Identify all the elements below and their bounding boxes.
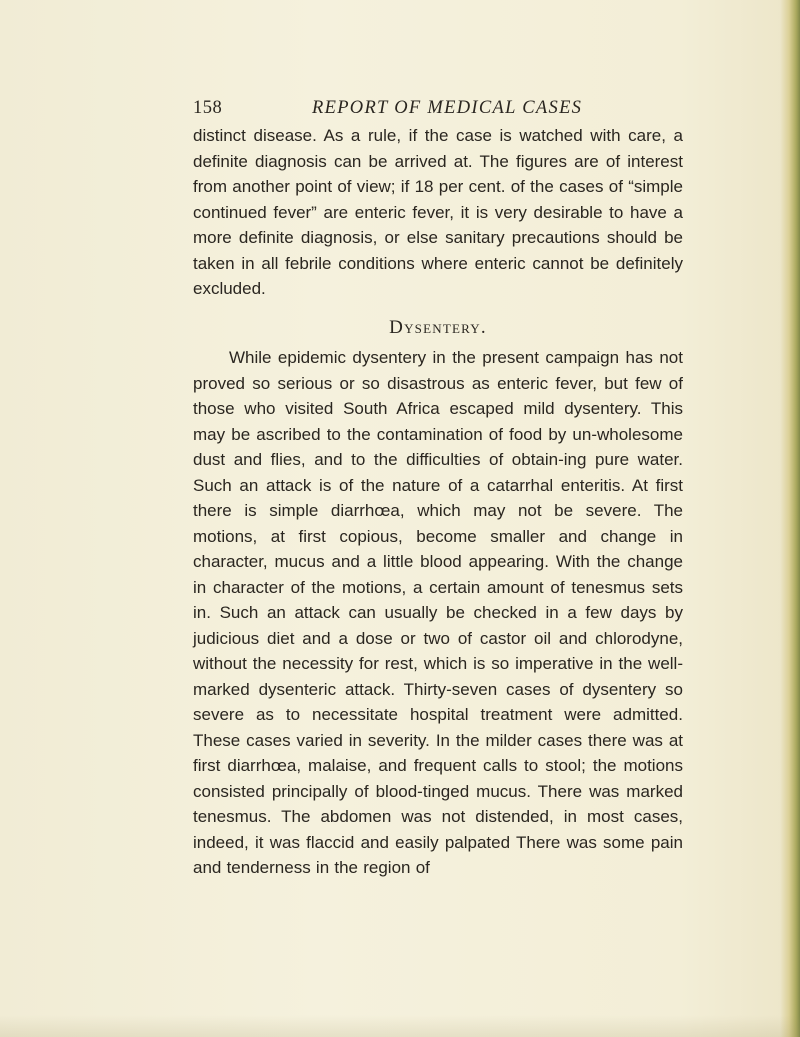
paragraph-dysentery: While epidemic dysentery in the present campaign has not proved so serious or so disastrous as enteric fever, but few of those who visited South Africa escaped mild dysentery. This may be ascribed to the contamination of food by un-wholesome dust and flies, and to the difficulties of obtain-ing pure water. Such an attack is of the nature of a catarrhal enteritis. At first there is simple diarrhœa, which may not be severe. The motions, at first copious, become smaller and change in character, mucus and a little blood appearing. With the change in character of the motions, a certain amount of tenesmus sets in. Such an attack can usually be checked in a few days by judicious diet and a dose or two of castor oil and chlorodyne, without the necessity for rest, which is so imperative in the well-marked dysenteric attack. Thirty-seven cases of dysentery so severe as to necessitate hospital treatment were admitted. These cases varied in severity. In the milder cases there was at first diarrhœa, malaise, and frequent calls to stool; the motions consisted principally of blood-tinged mucus. There was marked tenesmus. The abdomen was not distended, in most cases, indeed, it was flaccid and easily palpated There was some pain and tenderness in the region of (193, 348, 683, 877)
section-heading: Dysentery. (389, 317, 487, 338)
page-number: 158 (193, 98, 223, 118)
page-edge-discoloration (780, 0, 800, 1037)
page-bottom-shadow (0, 1015, 800, 1037)
page-header (193, 96, 693, 120)
running-head: REPORT OF MEDICAL CASES (312, 98, 583, 118)
paragraph-continued: distinct disease. As a rule, if the case is watched with care, a definite diagnosis can be arrived at. The figures are of interest from another point of view; if 18 per cent. of the cases of “simple continued fever” are enteric fever, it is very desirable to have a more definite diagnosis, or else sanitary precautions should be taken in all febrile conditions where enteric cannot be definitely excluded. (193, 126, 683, 298)
